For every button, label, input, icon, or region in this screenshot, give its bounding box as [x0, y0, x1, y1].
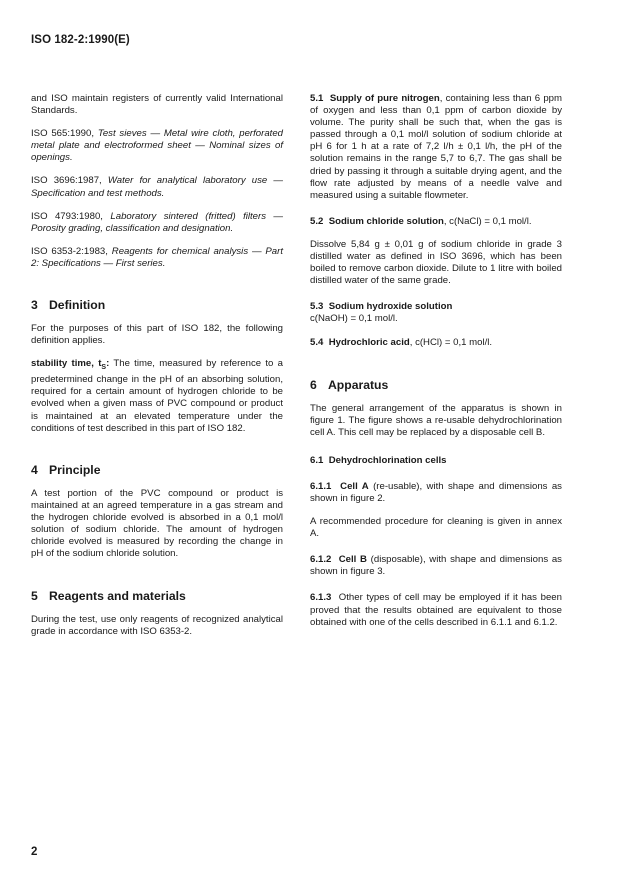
- section-5-heading: 5 Reagents and materials: [31, 589, 186, 604]
- section-6-1-3: 6.1.3 Other types of cell may be employed if it has been proved that the results obtained are equivalent to those obtained with one of the cells described in 6.1.1 and 6.1.2.: [310, 592, 562, 628]
- section-5-2-paragraph: Dissolve 5,84 g ± 0,01 g of sodium chloride in grade 3 distilled water as defined in ISO 3696, which has been boiled to remove carbon dioxide. Dilute to 1 litre with boiled distilled water of the same grade.: [310, 238, 562, 287]
- section-5-1: 5.1 Supply of pure nitrogen, containing less than 6 ppm of oxygen and less than 0,1 ppm of carbon dioxide by volume. The purity shall be such that, when the gas is passed through a 0,1 mol/l solution of sodium chloride at pH 6 for 1 h at a rate of 7,2 l/h ± 0,1 l/h, the pH of the solution remains in the range 5,7 to 6,7. The gas shall be dried by passing it through a suitable drying agent, and the flow rate adjusted by means of a needle valve and measured using a suitable flowmeter.: [310, 93, 562, 201]
- reference-iso-4793: ISO 4793:1980, Laboratory sintered (fritted) filters — Porosity grading, classification and designation.: [31, 210, 284, 234]
- section-4-paragraph: A test portion of the PVC compound or product is maintained at an agreed temperature in a gas stream and the hydrogen chloride evolved is absorbed in a 0,1 mol/l solution of sodium chloride. The amount of hydrogen chloride evolved is measured by recording the change in pH of the sodium chloride solution.: [31, 487, 283, 560]
- section-6-1-2: 6.1.2 Cell B (disposable), with shape and dimensions as shown in figure 3.: [310, 554, 562, 578]
- reference-iso-565: ISO 565:1990, Test sieves — Metal wire cloth, perforated metal plate and electroformed sheet — Nominal sizes of openings.: [31, 128, 283, 164]
- section-5-3-text: c(NaOH) = 0,1 mol/l.: [310, 313, 398, 325]
- section-5-3-heading: 5.3 Sodium hydroxide solution: [310, 301, 453, 313]
- section-5-4-heading: 5.4 Hydrochloric acid, c(HCl) = 0,1 mol/l.: [310, 336, 493, 348]
- document-header: ISO 182-2:1990(E): [31, 34, 130, 46]
- reference-iso-3696: ISO 3696:1987, Water for analytical laboratory use — Specification and test methods.: [31, 175, 284, 199]
- section-6-paragraph: The general arrangement of the apparatus is shown in figure 1. The figure shows a re-usable dehydrochlorination cell A. This cell may be replaced by a disposable cell B.: [310, 402, 562, 438]
- section-6-1-heading: 6.1 Dehydrochlorination cells: [310, 454, 447, 466]
- page-number: 2: [31, 846, 38, 858]
- section-5-paragraph: During the test, use only reagents of recognized analytical grade in accordance with ISO 6353-2.: [31, 614, 283, 638]
- left-column: [31, 93, 283, 638]
- section-6-heading: 6 Apparatus: [310, 377, 389, 392]
- reference-iso-6353-2: ISO 6353-2:1983, Reagents for chemical analysis — Part 2: Specifications — First series.: [31, 245, 284, 269]
- section-3-heading: 3 Definition: [31, 298, 106, 313]
- intro-paragraph: and ISO maintain registers of currently valid International Standards.: [31, 93, 283, 117]
- section-3-paragraph: For the purposes of this part of ISO 182, the following definition applies.: [31, 323, 283, 347]
- section-6-1-1-cleaning: A recommended procedure for cleaning is given in annex A.: [310, 516, 562, 540]
- right-column: [310, 93, 562, 629]
- definition-stability-time: stability time, $t_S$: The time, measured by reference to a predetermined change in the pH of an absorbing solution, required for a certain amount of hydrogen chloride to be evolved when a given mass of PVC compound or product is maintained at an elevated temperature under the conditions of test described in this part of ISO 182.: [31, 358, 283, 434]
- section-6-1-1: 6.1.1 Cell A (re-usable), with shape and dimensions as shown in figure 2.: [310, 480, 562, 504]
- section-4-heading: 4 Principle: [31, 462, 101, 477]
- section-5-2-heading: 5.2 Sodium chloride solution, c(NaCl) = 0,1 mol/l.: [310, 215, 532, 227]
